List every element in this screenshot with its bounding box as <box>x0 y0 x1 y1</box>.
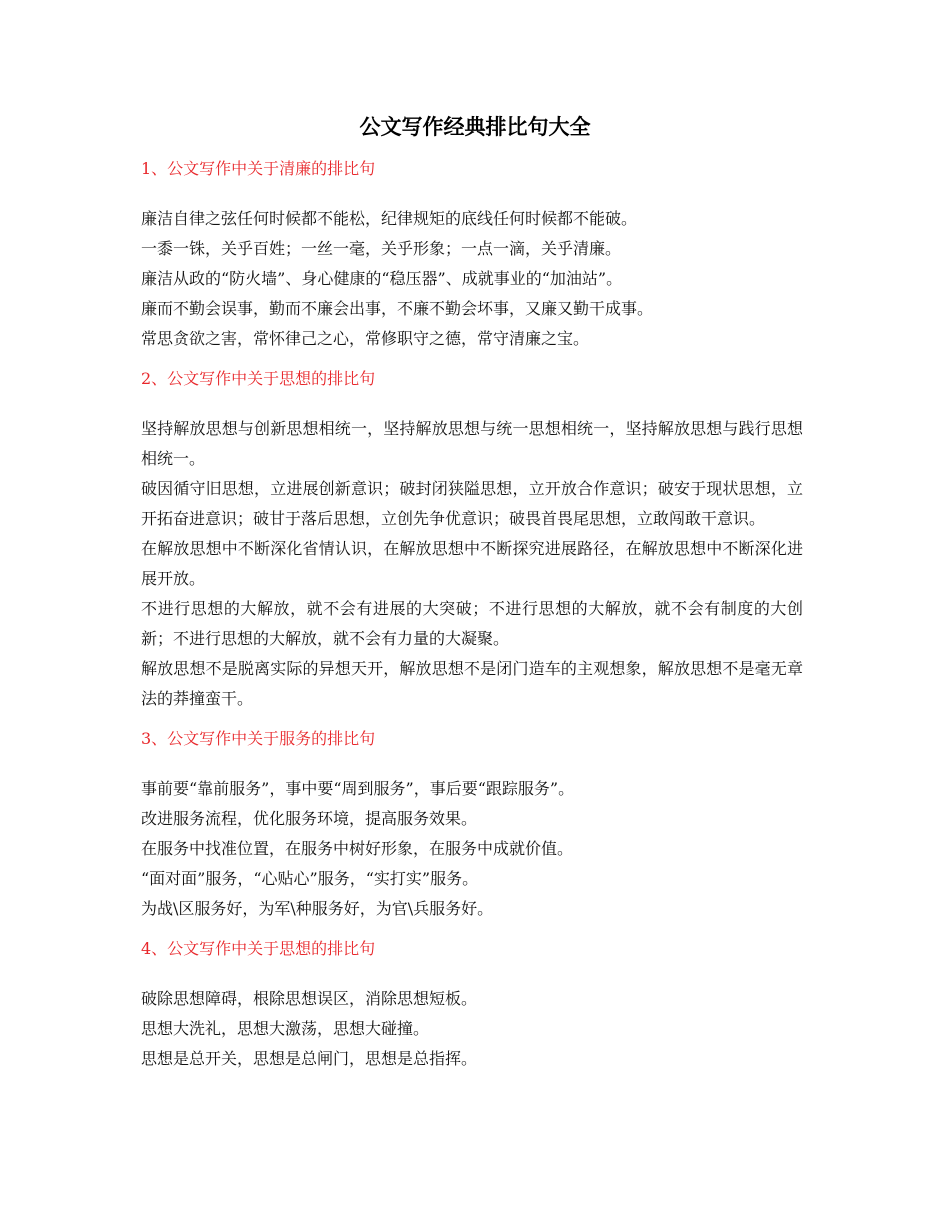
paragraph: 思想是总开关，思想是总闸门，思想是总指挥。 <box>141 1049 478 1068</box>
paragraph: 破因循守旧思想，立进展创新意识；破封闭狭隘思想，立开放合作意识；破安于现状思想，立开拓奋进意识；破甘于落后思想，立创先争优意识；破畏首畏尾思想，立敢闯敢干意识。 <box>141 479 803 528</box>
paragraph: 改进服务流程，优化服务环境，提高服务效果。 <box>141 809 478 828</box>
paragraph: 廉洁从政的“防火墙”、身心健康的“稳压器”、成就事业的“加油站”。 <box>141 269 623 288</box>
paragraph: 廉而不勤会误事，勤而不廉会出事，不廉不勤会坏事，又廉又勤干成事。 <box>141 299 654 318</box>
paragraph: 在解放思想中不断深化省情认识，在解放思想中不断探究进展路径，在解放思想中不断深化进展开放。 <box>141 539 803 588</box>
paragraph: 一黍一铢，关乎百姓；一丝一毫，关乎形象；一点一滴，关乎清廉。 <box>141 239 622 258</box>
paragraph: 破除思想障碍，根除思想误区，消除思想短板。 <box>141 989 478 1008</box>
section-heading: 3、公文写作中关于服务的排比句 <box>141 729 376 748</box>
paragraph: 常思贪欲之害，常怀律己之心，常修职守之德，常守清廉之宝。 <box>141 329 590 348</box>
paragraph: “面对面”服务，“心贴心”服务，“实打实”服务。 <box>141 869 479 888</box>
document-title: 公文写作经典排比句大全 <box>359 114 591 139</box>
section-heading: 4、公文写作中关于思想的排比句 <box>141 939 376 958</box>
paragraph: 为战\区服务好，为军\种服务好，为官\兵服务好。 <box>141 899 494 918</box>
paragraph: 廉洁自律之弦任何时候都不能松，纪律规矩的底线任何时候都不能破。 <box>141 209 638 228</box>
paragraph: 思想大洗礼，思想大激荡，思想大碰撞。 <box>141 1019 430 1038</box>
section-thought-2 <box>141 934 803 1074</box>
paragraph: 解放思想不是脱离实际的异想天开，解放思想不是闭门造车的主观想象，解放思想不是毫无章法的莽撞蛮干。 <box>141 659 803 708</box>
section-integrity <box>141 154 803 354</box>
section-service <box>141 724 803 924</box>
paragraph: 不进行思想的大解放，就不会有进展的大突破；不进行思想的大解放，就不会有制度的大创新；不进行思想的大解放，就不会有力量的大凝聚。 <box>141 599 803 648</box>
paragraph: 在服务中找准位置，在服务中树好形象，在服务中成就价值。 <box>141 839 574 858</box>
section-thought <box>141 364 803 714</box>
section-heading: 1、公文写作中关于清廉的排比句 <box>141 159 376 178</box>
section-heading: 2、公文写作中关于思想的排比句 <box>141 369 376 388</box>
document-body <box>141 154 803 1074</box>
paragraph: 事前要“靠前服务”，事中要“周到服务”，事后要“跟踪服务”。 <box>141 779 575 798</box>
paragraph: 坚持解放思想与创新思想相统一，坚持解放思想与统一思想相统一，坚持解放思想与践行思想相统一。 <box>141 419 803 468</box>
